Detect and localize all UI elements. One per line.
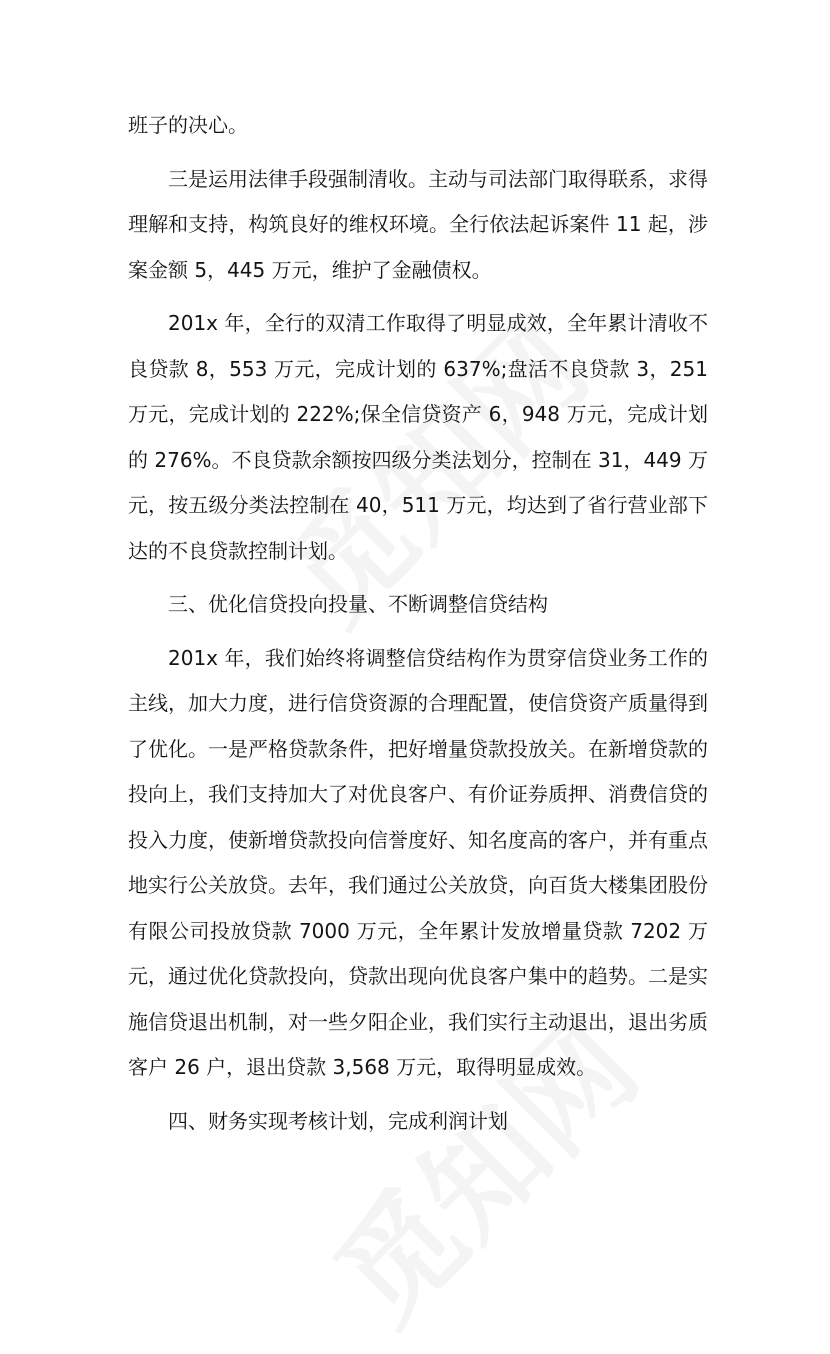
paragraph-credit-structure: 201x 年，我们始终将调整信贷结构作为贯穿信贷业务工作的主线，加大力度，进行信贷资源的合理配置，使信贷资产质量得到了优化。一是严格贷款条件，把好增量贷款投放关。在新增贷款的投向上，我们支持加大了对优良客户、有价证券质押、消费信贷的投入力度，使新增贷款投向信誉度好、知名度高的客户，并有重点地实行公关放贷。去年，我们通过公关放贷，向百货大楼集团股份有限公司投放贷款 7000 万元，全年累计发放增量贷款 7202 万元，通过优化贷款投向，贷款出现向优良客户集中的趋势。二是实施信贷退出机制，对一些夕阳企业，我们实行主动退出，退出劣质客户 26 户，退出贷款 3,568 万元，取得明显成效。 <box>128 645 708 1079</box>
document-body <box>128 103 708 1144</box>
paragraph-legal-collection: 三是运用法律手段强制清收。主动与司法部门取得联系，求得理解和支持，构筑良好的维权环境。全行依法起诉案件 11 起，涉案金额 5，445 万元，维护了金融债权。 <box>128 166 708 282</box>
section-heading-3: 三、优化信贷投向投量、不断调整信贷结构 <box>168 592 548 616</box>
paragraph-results-summary: 201x 年，全行的双清工作取得了明显成效，全年累计清收不良贷款 8，553 万元，完成计划的 637%;盘活不良贷款 3，251 万元，完成计划的 222%;保全信贷资产 6，948 万元，完成计划的 276%。不良贷款余额按四级分类法划分，控制在 31，449 万元，按五级分类法控制在 40，511 万元，均达到了省行营业部下达的不良贷款控制计划。 <box>128 311 708 563</box>
paragraph-continuation: 班子的决心。 <box>128 113 248 137</box>
section-heading-4: 四、财务实现考核计划，完成利润计划 <box>168 1108 508 1133</box>
